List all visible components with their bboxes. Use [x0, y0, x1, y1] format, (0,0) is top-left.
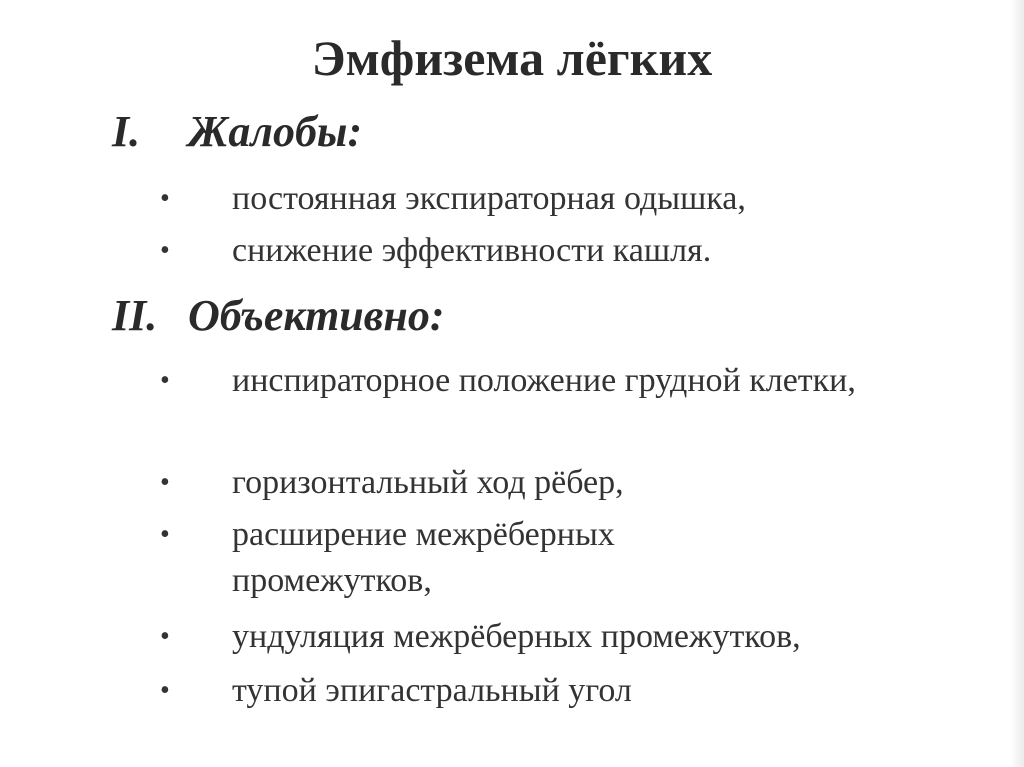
- slide-title: Эмфизема лёгких: [311, 30, 713, 86]
- bullet-icon: •: [160, 467, 170, 498]
- list-item-text: постоянная экспираторная одышка,: [232, 180, 746, 217]
- section-heading-objective: [112, 290, 445, 342]
- section-number: I.: [112, 107, 141, 156]
- bullet-icon: •: [160, 365, 170, 396]
- list-item-text: расширение межрёберных промежутков,: [232, 516, 615, 599]
- slide-edge-shadow: [1010, 0, 1024, 767]
- section-title: Жалобы:: [188, 107, 363, 156]
- list-item-text: снижение эффективности кашля.: [232, 232, 712, 269]
- bullet-icon: •: [160, 519, 170, 550]
- list-item-text: горизонтальный ход рёбер,: [232, 464, 624, 501]
- section-heading-complaints: [112, 106, 362, 158]
- bullet-icon: •: [160, 235, 170, 266]
- section-title: Объективно:: [188, 291, 445, 340]
- bullet-icon: •: [160, 675, 170, 706]
- list-item-text: инспираторное положение грудной клетки,: [232, 362, 856, 399]
- list-item-text: ундуляция межрёберных промежутков,: [232, 618, 801, 655]
- section-number: II.: [112, 291, 158, 340]
- list-item-text: тупой эпигастральный угол: [232, 672, 632, 709]
- bullet-icon: •: [160, 183, 170, 214]
- bullet-icon: •: [160, 621, 170, 652]
